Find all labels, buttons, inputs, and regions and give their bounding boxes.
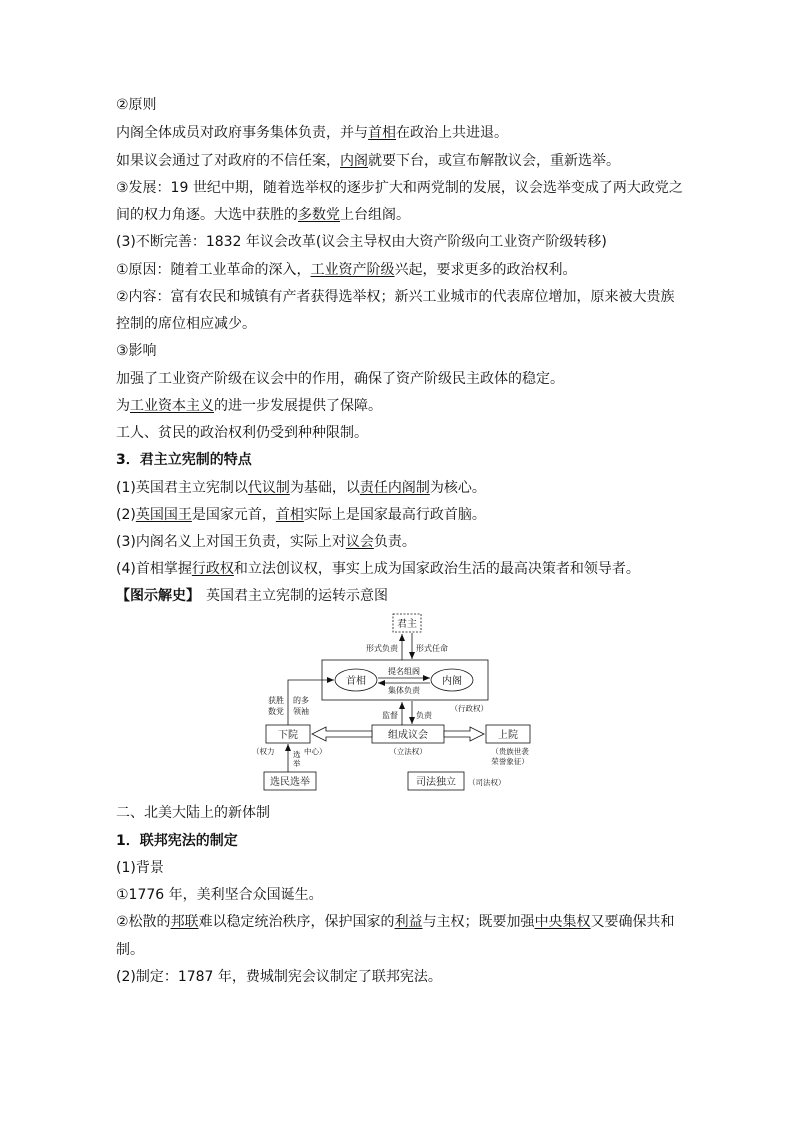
underlined-term: 内阁 bbox=[340, 153, 368, 169]
center-label: 中心） bbox=[304, 747, 327, 756]
text-line: (1)背景 bbox=[116, 860, 164, 876]
formal-resp-label: 形式负责 bbox=[366, 644, 398, 653]
text-line: ②原则 bbox=[116, 97, 157, 113]
underlined-term: 工业资本主义 bbox=[130, 398, 214, 414]
text-line: (3)内阁名义上对国王负责，实际上对议会负责。 bbox=[116, 534, 416, 550]
underlined-term: 代议制 bbox=[247, 480, 290, 496]
text-line: 制。 bbox=[116, 942, 144, 958]
text-line: (4)首相掌握行政权和立法创议权，事实上成为国家政治生活的最高决策者和领导者。 bbox=[116, 561, 640, 577]
nominate-label: 提名组阁 bbox=[388, 667, 420, 676]
underlined-term: 邦联 bbox=[170, 914, 199, 930]
pm-label: 首相 bbox=[346, 676, 366, 687]
text-line: (1)英国君主立宪制以代议制为基础，以责任内阁制为核心。 bbox=[116, 480, 486, 496]
cabinet-label: 内阁 bbox=[442, 676, 462, 687]
formal-appoint-label: 形式任命 bbox=[416, 644, 448, 653]
responsible-label: 负责 bbox=[416, 711, 432, 720]
text-line: (2)英国国王是国家元首，首相实际上是国家最高行政首脑。 bbox=[116, 507, 486, 523]
upper-house-label: 上院 bbox=[498, 730, 518, 741]
voters-label: 选民选举 bbox=[270, 777, 310, 788]
text-line: 为工业资本主义的进一步发展提供了保障。 bbox=[116, 398, 382, 414]
nobles-label-2: 荣誉象征） bbox=[491, 757, 529, 766]
text-line: (2)制定：1787 年，费城制宪会议制定了联邦宪法。 bbox=[116, 969, 442, 985]
text-line: ①原因：随着工业革命的深入，工业资产阶级兴起，要求更多的政治权利。 bbox=[116, 262, 577, 278]
monarch-label: 君主 bbox=[397, 619, 417, 630]
majority-label-2: 领袖 bbox=[293, 707, 309, 716]
underlined-term: 行政权 bbox=[191, 561, 234, 577]
underlined-term: 议会 bbox=[345, 534, 374, 550]
sub-heading: 1．联邦宪法的制定 bbox=[116, 833, 238, 849]
underlined-term: 利益 bbox=[394, 914, 423, 930]
text-line: ③发展：19 世纪中期，随着选举权的逐步扩大和两党制的发展，议会选举变成了两大政党之 bbox=[116, 180, 683, 196]
text-line: 间的权力角逐。大选中获胜的多数党上台组阁。 bbox=[116, 207, 410, 223]
nobles-label-1: （贵族世袭 bbox=[491, 747, 529, 756]
text-line: ③影响 bbox=[116, 343, 157, 359]
figure-tag: 【图示解史】 bbox=[116, 588, 200, 604]
underlined-term: 首相 bbox=[275, 507, 304, 523]
supervise-label: 监督 bbox=[382, 711, 398, 720]
hollow-arrow-left bbox=[312, 727, 372, 741]
underlined-term: 责任内阁制 bbox=[359, 480, 430, 496]
parliament-label: 组成议会 bbox=[388, 730, 428, 741]
text-line: 内阁全体成员对政府事务集体负责，并与首相在政治上共进退。 bbox=[116, 125, 508, 141]
win-label-1: 获胜 bbox=[268, 696, 284, 705]
text-line: 加强了工业资产阶级在议会中的作用，确保了资产阶级民主政体的稳定。 bbox=[116, 371, 564, 387]
judicial-label: 司法独立 bbox=[416, 777, 456, 788]
text-line: ①1776 年，美利坚合众国诞生。 bbox=[116, 887, 323, 903]
text-line: 控制的席位相应减少。 bbox=[116, 316, 256, 332]
text-line: ②松散的邦联难以稳定统治秩序，保护国家的利益与主权；既要加强中央集权又要确保共和 bbox=[116, 914, 675, 930]
win-label-2: 数党 bbox=[268, 707, 284, 716]
underlined-term: 英国国王 bbox=[135, 507, 192, 523]
collective-label: 集体负责 bbox=[388, 686, 420, 695]
majority-label-1: 的多 bbox=[293, 696, 309, 705]
underlined-term: 多数党 bbox=[298, 207, 340, 223]
underlined-term: 工业资产阶级 bbox=[310, 262, 395, 278]
section-heading: 二、北美大陆上的新体制 bbox=[116, 805, 270, 821]
text-line: ②内容：富有农民和城镇有产者获得选举权；新兴工业城市的代表席位增加，原来被大贵族 bbox=[116, 289, 675, 305]
text-line: 工人、贫民的政治权利仍受到种种限制。 bbox=[116, 425, 368, 441]
hollow-arrow-right bbox=[444, 727, 484, 741]
section-heading: 3．君主立宪制的特点 bbox=[116, 452, 252, 468]
exec-power-label: （行政权） bbox=[450, 704, 488, 713]
lower-house-label: 下院 bbox=[278, 730, 298, 741]
underlined-term: 中央集权 bbox=[534, 914, 591, 930]
figure-caption: 【图示解史】 英国君主立宪制的运转示意图 bbox=[116, 588, 388, 604]
power-center-label: （权力 bbox=[252, 747, 275, 756]
text-line: (3)不断完善：1832 年议会改革(议会主导权由大资产阶级向工业资产阶级转移) bbox=[116, 234, 607, 250]
constitutional-monarchy-diagram bbox=[250, 612, 540, 794]
legislative-label: （立法权） bbox=[389, 747, 427, 756]
text-line: 如果议会通过了对政府的不信任案，内阁就要下台，或宣布解散议会，重新选举。 bbox=[116, 153, 620, 169]
judicial-power-label: （司法权） bbox=[468, 778, 506, 787]
elect-label: 选举 bbox=[293, 750, 301, 768]
underlined-term: 首相 bbox=[368, 125, 396, 141]
